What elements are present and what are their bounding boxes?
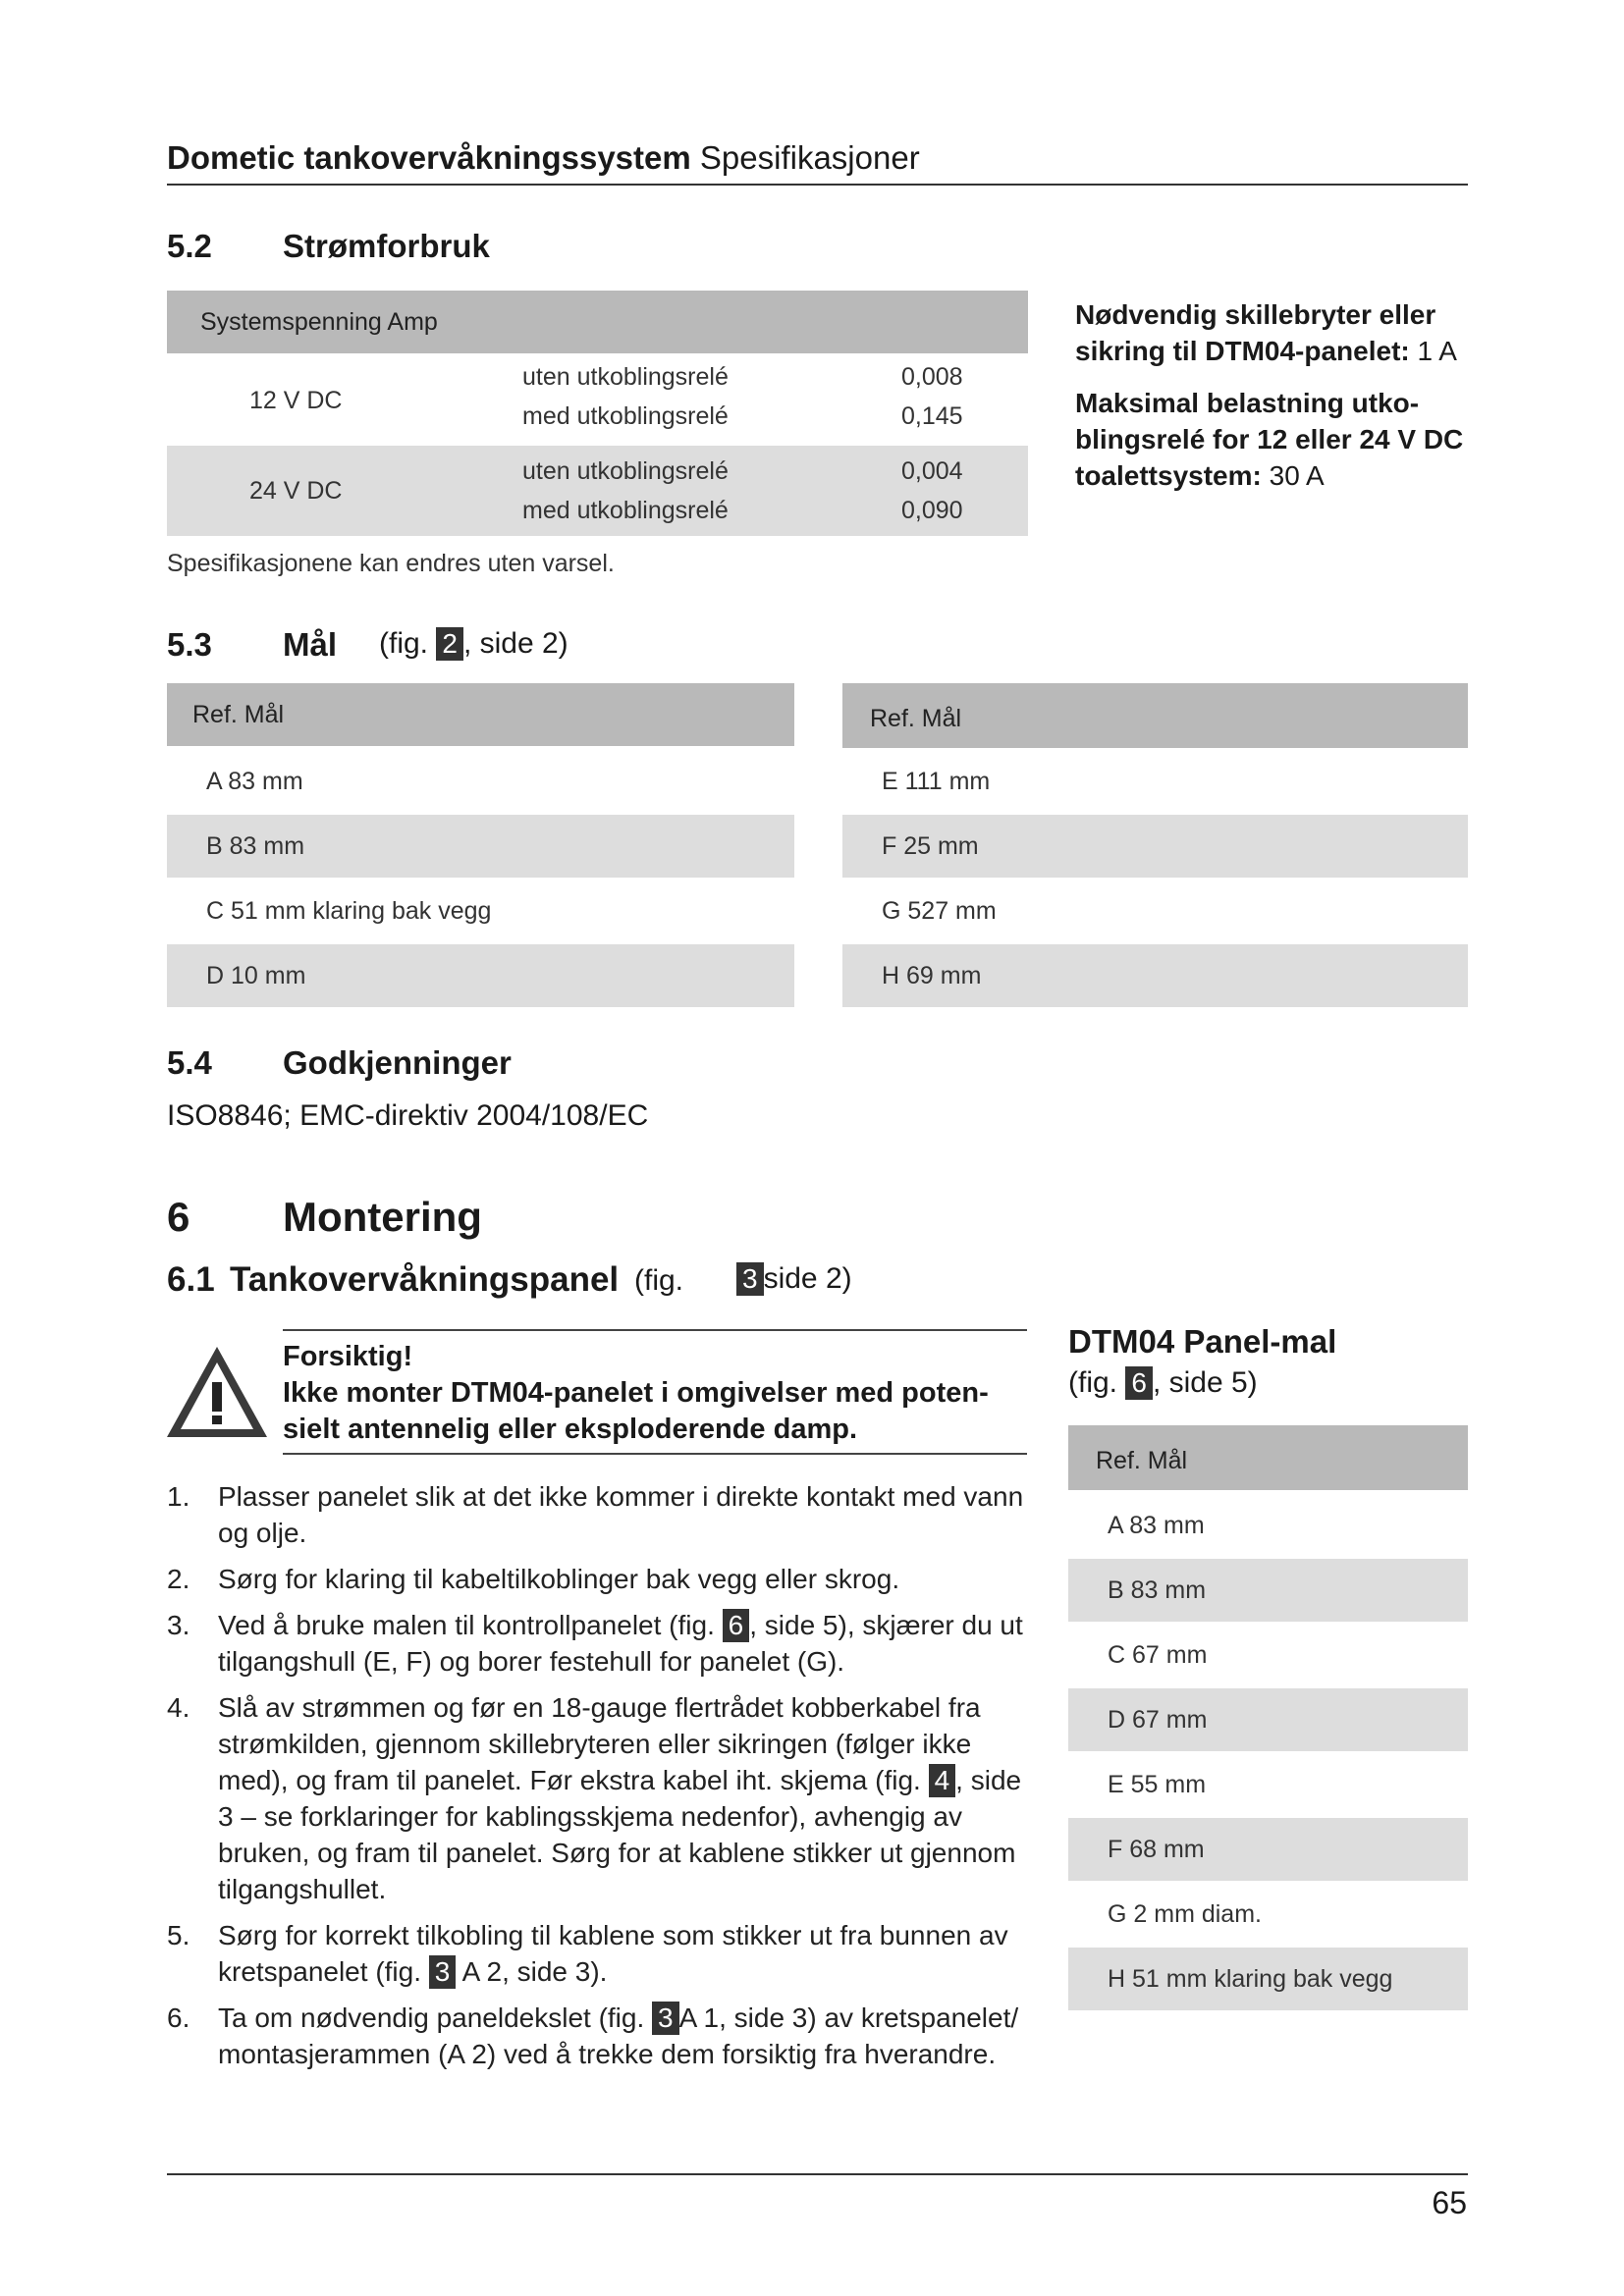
figure-badge: 3 — [429, 1955, 457, 1989]
power-value: 0,145 — [901, 402, 963, 430]
step-text: Plasser panelet slik at det ikke kommer i direkte kontakt med vann og olje. — [218, 1481, 1024, 1548]
step-number: 1. — [167, 1481, 190, 1512]
section-5-2-number: 5.2 — [167, 228, 212, 264]
warning-title: Forsiktig! — [283, 1341, 413, 1372]
figure-badge: 4 — [929, 1764, 956, 1797]
fuse-note-value: 1 A — [1417, 336, 1457, 366]
power-table-header-label: Systemspenning Amp — [200, 308, 438, 336]
list-item — [167, 1478, 1031, 1551]
section-5-3-title: Mål — [283, 626, 338, 663]
section-6-1-number: 6.1 — [167, 1260, 215, 1299]
dim-row — [842, 880, 1468, 942]
section-5-3-figref — [379, 627, 568, 661]
power-line: uten utkoblingsrelé — [522, 457, 729, 485]
template-row — [1068, 1818, 1468, 1881]
template-row — [1068, 1753, 1468, 1816]
power-row-12v — [167, 355, 1028, 442]
header-rule — [167, 184, 1468, 186]
power-value: 0,008 — [901, 363, 963, 391]
step-number: 2. — [167, 1564, 190, 1594]
page-header — [167, 139, 920, 177]
template-title: DTM04 Panel-mal — [1068, 1323, 1337, 1360]
template-cell: G 2 mm diam. — [1108, 1900, 1262, 1928]
figref-prefix: (fig. — [634, 1264, 684, 1297]
power-line: uten utkoblingsrelé — [522, 363, 729, 391]
template-cell: F 68 mm — [1108, 1836, 1205, 1863]
chapter-6-title: Montering — [283, 1194, 482, 1240]
step-text: Sørg for korrekt tilkobling til kablene som stikker ut fra bunnen av kretspanelet (fig. — [218, 1920, 1008, 1987]
fuse-note — [1075, 296, 1488, 369]
list-item — [167, 2000, 1031, 2072]
dim-row — [167, 750, 794, 813]
template-table-header — [1068, 1425, 1468, 1490]
section-5-3-number: 5.3 — [167, 626, 212, 663]
section-6-1-figref — [634, 1264, 683, 1298]
template-cell: C 67 mm — [1108, 1641, 1208, 1669]
step-number: 4. — [167, 1692, 190, 1723]
list-item — [167, 1607, 1031, 1680]
template-header-label: Ref. Mål — [1096, 1447, 1188, 1474]
step-text-cont: A 1, side 3) av kretspanelet/ montasjerammen (A 2) ved å trekke dem forsiktig fra hverandre. — [218, 2002, 1019, 2069]
section-5-2-title: Strømforbruk — [283, 228, 490, 264]
list-item — [167, 1561, 1031, 1597]
template-cell: B 83 mm — [1108, 1576, 1207, 1604]
step-number: 6. — [167, 2002, 190, 2033]
relay-note — [1075, 385, 1488, 494]
section-5-4-title: Godkjenninger — [283, 1044, 512, 1081]
dim-cell: H 69 mm — [882, 962, 982, 989]
step-text: Ta om nødvendig paneldekslet (fig. — [218, 2002, 645, 2033]
step-number: 3. — [167, 1610, 190, 1640]
step-text-cont: , side 3 – se forklaringer for kablingsskjema nedenfor), avhengig av bruken, og fram til panelet. Sørg for at kablene stikker ut gjennom tilgangshullet. — [218, 1765, 1022, 1904]
dim-cell: D 10 mm — [206, 962, 306, 989]
dim-row — [842, 944, 1468, 1007]
dim-right-header — [842, 683, 1468, 748]
dim-cell: E 111 mm — [882, 768, 991, 795]
template-row — [1068, 1688, 1468, 1751]
power-line: med utkoblingsrelé — [522, 402, 729, 430]
power-side-notes — [1075, 296, 1488, 494]
fuse-note-label: Nødvendig skillebryter eller sikring til DTM04-panelet: — [1075, 299, 1436, 366]
warning-text: Ikke monter DTM04-panelet i omgivelser med poten-sielt antennelig eller eksploderende damp. — [283, 1377, 989, 1445]
dim-row — [842, 815, 1468, 878]
step-text-cont: , side 5), skjærer du ut tilgangshull (E, F) og borer festehull for panelet (G). — [218, 1610, 1023, 1677]
dim-row — [842, 750, 1468, 813]
dim-cell: G 527 mm — [882, 897, 997, 925]
power-value: 0,090 — [901, 497, 963, 524]
dim-row — [167, 944, 794, 1007]
header-title-bold: Dometic tankovervåkningssystem — [167, 139, 691, 176]
power-voltage: 24 V DC — [249, 477, 343, 505]
step-text: Slå av strømmen og før en 18-gauge flertrådet kobberkabel fra strømkilden, gjennom skillebryteren eller sikringen (følger ikke med), og fram til panelet. Før ekstra kabel iht. skjema (fig. — [218, 1692, 981, 1795]
figure-badge: 3 — [652, 2002, 679, 2035]
template-cell: E 55 mm — [1108, 1771, 1207, 1798]
template-cell: A 83 mm — [1108, 1512, 1205, 1539]
list-item — [167, 1689, 1031, 1907]
list-item — [167, 1917, 1031, 1990]
warning-top-rule — [283, 1329, 1027, 1331]
dim-left-header — [167, 683, 794, 746]
dim-cell: B 83 mm — [206, 832, 305, 860]
section-5-4-number: 5.4 — [167, 1044, 212, 1081]
figure-badge: 6 — [723, 1609, 750, 1642]
dim-header-label: Ref. Mål — [192, 701, 285, 728]
template-cell: D 67 mm — [1108, 1706, 1208, 1734]
dim-cell: A 83 mm — [206, 768, 303, 795]
dim-row — [167, 880, 794, 942]
relay-note-value: 30 A — [1269, 460, 1325, 491]
spec-note: Spesifikasjonene kan endres uten varsel. — [167, 550, 615, 577]
step-number: 5. — [167, 1920, 190, 1950]
figure-badge: 2 — [436, 627, 463, 661]
template-row — [1068, 1559, 1468, 1622]
footer-rule — [167, 2173, 1468, 2175]
approvals-text: ISO8846; EMC-direktiv 2004/108/EC — [167, 1099, 649, 1132]
step-text-cont: A 2, side 3). — [461, 1956, 608, 1987]
section-6-1-title: Tankovervåkningspanel — [230, 1260, 620, 1299]
figref-prefix: (fig. — [379, 627, 429, 660]
page-number: 65 — [1432, 2185, 1467, 2220]
warning-triangle-icon — [163, 1343, 271, 1441]
figref-suffix: side 2) — [763, 1262, 852, 1295]
figref-prefix: (fig. — [1068, 1366, 1118, 1399]
power-voltage: 12 V DC — [249, 387, 343, 414]
template-cell: H 51 mm klaring bak vegg — [1108, 1965, 1393, 1993]
dim-row — [167, 815, 794, 878]
template-row — [1068, 1624, 1468, 1686]
step-text: Ved å bruke malen til kontrollpanelet (fig. — [218, 1610, 715, 1640]
figref-suffix: , side 2) — [462, 627, 568, 660]
chapter-6-number: 6 — [167, 1194, 190, 1240]
template-row — [1068, 1948, 1468, 2010]
dim-cell: F 25 mm — [882, 832, 979, 860]
relay-note-label: Maksimal belastning utko-blingsrelé for 12 eller 24 V DC toalettsystem: — [1075, 388, 1464, 491]
figure-badge: 6 — [1125, 1366, 1153, 1400]
step-text: Sørg for klaring til kabeltilkoblinger bak vegg eller skrog. — [218, 1564, 900, 1594]
warning-block — [283, 1339, 1021, 1448]
figref-suffix: , side 5) — [1152, 1366, 1258, 1399]
template-figref — [1068, 1366, 1258, 1400]
warning-bottom-rule — [283, 1453, 1027, 1455]
dim-cell: C 51 mm klaring bak vegg — [206, 897, 492, 925]
power-line: med utkoblingsrelé — [522, 497, 729, 524]
power-value: 0,004 — [901, 457, 963, 485]
header-title-light: Spesifikasjoner — [699, 139, 920, 176]
dim-header-label: Ref. Mål — [870, 705, 962, 732]
template-row — [1068, 1883, 1468, 1946]
template-row — [1068, 1494, 1468, 1557]
power-row-24v — [167, 446, 1028, 536]
section-6-1-figref-num — [736, 1262, 852, 1296]
installation-steps — [167, 1478, 1031, 2082]
power-table-header — [167, 291, 1028, 353]
figure-badge: 3 — [736, 1262, 764, 1296]
